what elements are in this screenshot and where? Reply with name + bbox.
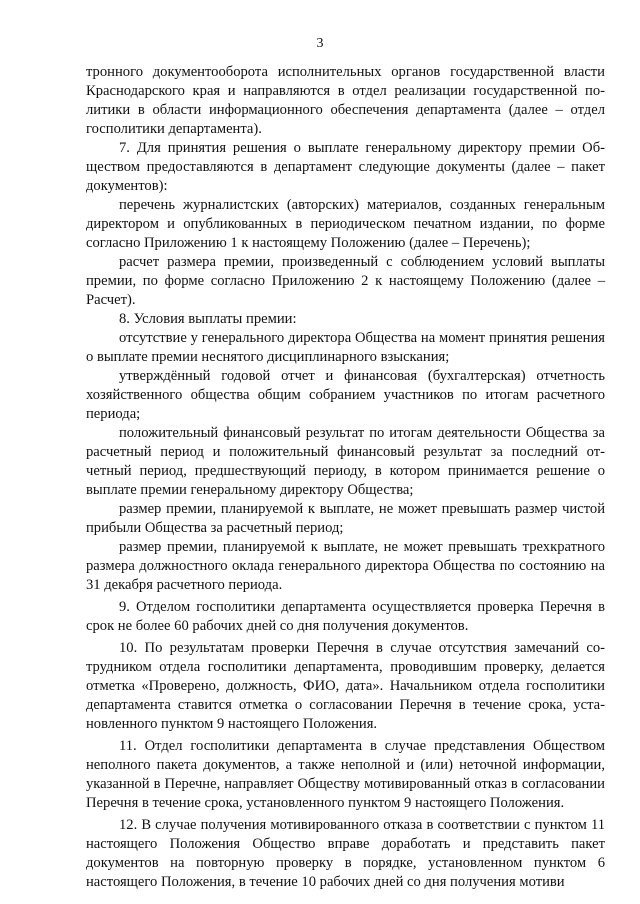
paragraph-item-11: 11. Отдел госполитики департамента в случае представления Обществом неполного пакета документов, а также неполной и (или) неточной информации, указанной в Перечне, направляет Обществу мотивированный отказ в согласовании Перечня в течение срока, установленного пунктом 9 настоящего Положения.	[86, 738, 605, 811]
document-body	[86, 63, 605, 892]
paragraph-condition-5: размер премии, планируемой к выплате, не может превышать трехкратного размера должностного оклада генерального директора Общества по состоянию на 31 декабря расчетного периода.	[86, 539, 605, 593]
paragraph-list-raschet: расчет размера премии, произведенный с соблюдением условий выплаты премии, по форме согласно Приложению 2 к настоящему Положению (далее – Расчет).	[86, 254, 605, 308]
paragraph-item-8: 8. Условия выплаты премии:	[119, 311, 297, 327]
paragraph-condition-2: утверждённый годовой отчет и финансовая (бухгалтерская) отчетность хозяйственного общества общим собранием участников по итогам расчетного периода;	[86, 368, 605, 422]
paragraph-condition-3: положительный финансовый результат по итогам деятельности Общества за расчетный период и положительный финансовый результат за последний отчетный период, предшествующий периоду, в котором принимается решение о выплате премии генеральному директору Общества;	[86, 425, 605, 498]
paragraph-condition-1: отсутствие у генерального директора Общества на момент принятия решения о выплате премии неснятого дисциплинарного взыскания;	[86, 330, 605, 365]
paragraph-item-10: 10. По результатам проверки Перечня в случае отсутствия замечаний сотрудником отдела госполитики департамента, проводившим проверку, делается отметка «Проверено, должность, ФИО, дата». Начальником отдела госполитики департамента ставится отметка о согласовании Перечня в течение срока, установленного пунктом 9 настоящего Положения.	[86, 640, 605, 732]
page-number: 3	[316, 36, 324, 51]
paragraph-list-perechen: перечень журналистских (авторских) материалов, созданных генеральным директором и опубликованных в периодическом печатном издании, по форме согласно Приложению 1 к настоящему Положению (далее – Перечень);	[86, 197, 605, 251]
paragraph-continuation: тронного документооборота исполнительных органов государственной власти Краснодарского края и направляются в отдел реализации государственной политики в области информационного обеспечения департамента (далее – отдел госполитики департамента).	[86, 64, 605, 137]
paragraph-item-7: 7. Для принятия решения о выплате генеральному директору премии Обществом предоставляются в департамент следующие документы (далее – пакет документов):	[86, 140, 605, 194]
paragraph-item-12: 12. В случае получения мотивированного отказа в соответствии с пунктом 11 настоящего Положения Общество вправе доработать и представить пакет документов на повторную проверку в порядке, установленном пунктом 6 настоящего Положения, в течение 10 рабочих дней со дня получения мотиви	[86, 817, 605, 890]
paragraph-item-9: 9. Отделом госполитики департамента осуществляется проверка Перечня в срок не более 60 рабочих дней со дня получения документов.	[86, 599, 605, 634]
paragraph-condition-4: размер премии, планируемой к выплате, не может превышать размер чистой прибыли Общества за расчетный период;	[86, 501, 605, 536]
